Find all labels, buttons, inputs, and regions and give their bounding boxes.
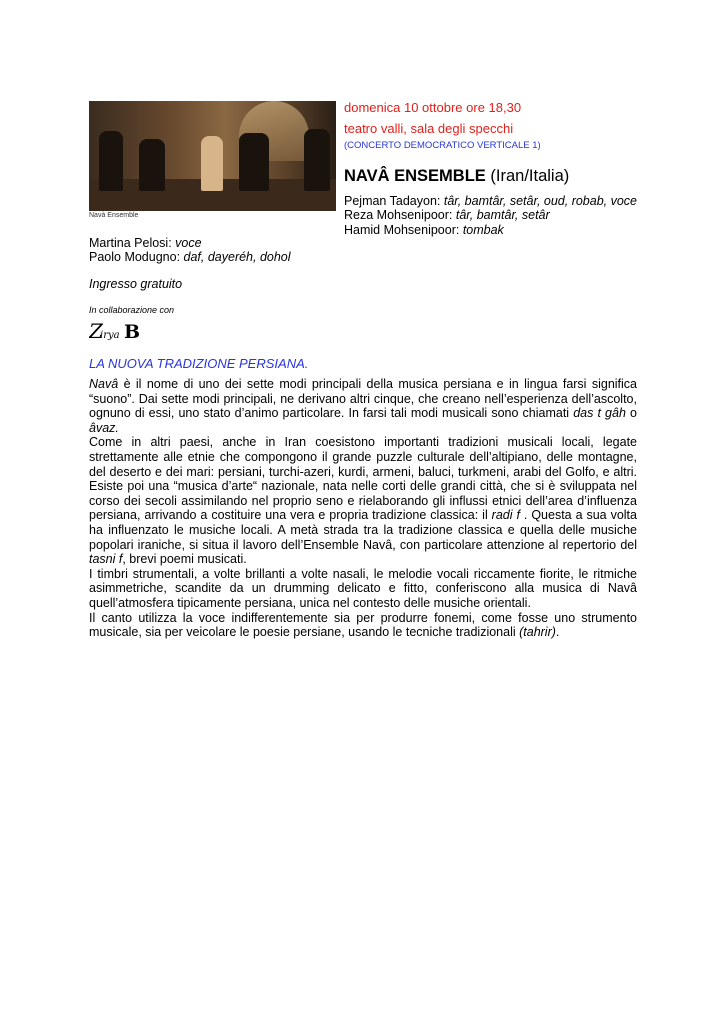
text-run: .: [555, 625, 560, 640]
event-date: domenica 10 ottobre ore 18,30: [344, 100, 522, 115]
members-list-right: [344, 194, 637, 237]
member-name: Martina Pelosi:: [89, 236, 176, 250]
member-line: [344, 208, 637, 222]
italic-term: âvaz.: [89, 420, 119, 435]
member-name: Paolo Modugno:: [89, 250, 184, 265]
italic-term: Navâ: [89, 377, 119, 391]
event-venue: teatro valli, sala degli specchi: [344, 121, 514, 136]
ziryab-logo: [89, 319, 139, 343]
musician-figure: [139, 139, 165, 191]
musician-figure: [99, 131, 123, 191]
italic-term: tasni f: [89, 552, 123, 567]
paragraph: [89, 611, 637, 640]
ensemble-title: [344, 167, 569, 186]
member-instruments: tombak: [462, 222, 504, 237]
member-line: [89, 250, 291, 264]
ensemble-photo: [89, 101, 336, 211]
member-line: [89, 236, 291, 250]
member-name: Reza Mohsenipoor:: [344, 208, 456, 223]
photo-caption: Navà Ensemble: [89, 212, 139, 219]
ensemble-origin: (Iran/Italia): [490, 167, 570, 185]
section-title: LA NUOVA TRADIZIONE PERSIANA.: [89, 356, 309, 371]
members-list-left: [89, 236, 291, 265]
paragraph: [89, 435, 637, 566]
member-instruments: daf, dayeréh, dohol: [183, 250, 291, 265]
member-instruments: voce: [175, 236, 202, 250]
musician-figure: [304, 129, 330, 191]
italic-term: radi f: [491, 508, 520, 523]
paragraph: [89, 377, 637, 435]
text-run: . Questa a sua volta ha influenzato le musiche locali. A metà strada tra la tradizione classica e quella delle musiche popolari iraniche, si situa il lavoro dell’Ensemble Navâ, con particolare attenzione al repertorio del: [89, 508, 637, 552]
free-entry-note: Ingresso gratuito: [89, 277, 183, 291]
member-line: [344, 194, 637, 208]
member-name: Hamid Mohsenipoor:: [344, 222, 463, 237]
singer-figure: [201, 136, 223, 191]
member-name: Pejman Tadayon:: [344, 194, 444, 208]
ensemble-name: NAVÂ ENSEMBLE: [344, 167, 486, 185]
member-instruments: târ, bamtâr, setâr, oud, robab, voce: [443, 194, 638, 208]
text-run: o: [625, 406, 637, 421]
musician-figure: [239, 133, 269, 191]
svg-text:B: B: [124, 321, 139, 343]
text-run: , brevi poemi musicati.: [122, 552, 247, 567]
italic-term: das t gâh: [573, 406, 626, 421]
member-line: [344, 223, 637, 237]
svg-text:Z: Z: [89, 319, 103, 343]
event-series: (CONCERTO DEMOCRATICO VERTICALE 1): [344, 140, 541, 151]
article-body: [89, 377, 637, 640]
paragraph: I timbri strumentali, a volte brillanti a volte nasali, le melodie vocali riccamente fiorite, le ritmiche asimmetriche, scandite da un drumming delicato e fitto, conferiscono alla musica di Navâ quell’atmosfera tipicamente persiana, unica nel contesto delle musiche orientali.: [89, 566, 637, 610]
text-run: Come in altri paesi, anche in Iran coesistono importanti tradizioni musicali locali, legate strettamente alle etnie che compongono il grande puzzle culturale dell’altipiano, delle montagne, del deserto e dei mari: persiani, turchi-azeri, kurdi, armeni, baluci, turkmeni, arabi del Golfo, e altri. Esiste poi una “musica d’arte“ nazionale, nata nelle corti delle grandi città, che si è sviluppata nel corso dei secoli assimilando nel proprio seno e rielaborando gli influssi etnici dell’area d’influenza persiana, arrivando a costituire una vera e propria tradizione classica: il: [89, 435, 637, 523]
svg-text:irya: irya: [100, 330, 120, 341]
text-run: è il nome di uno dei sette modi principali della musica persiana e in lingua farsi significa “suono”. Dai sette modi principali, ne derivano altri cinque, che creano nell’esperienza dell’ascolto, ognuno di essi, uno stato d’animo particolare. In farsi tali modi musicali sono chiamati: [89, 377, 637, 421]
member-instruments: târ, bamtâr, setâr: [455, 208, 550, 223]
collaboration-label: In collaborazione con: [89, 305, 175, 315]
text-run: Il canto utilizza la voce indifferentemente sia per produrre fonemi, come fosse uno strumento musicale, sia per veicolare le poesie persiane, usando le tecniche tradizionali: [89, 610, 637, 640]
italic-term: (tahrir): [519, 625, 556, 640]
